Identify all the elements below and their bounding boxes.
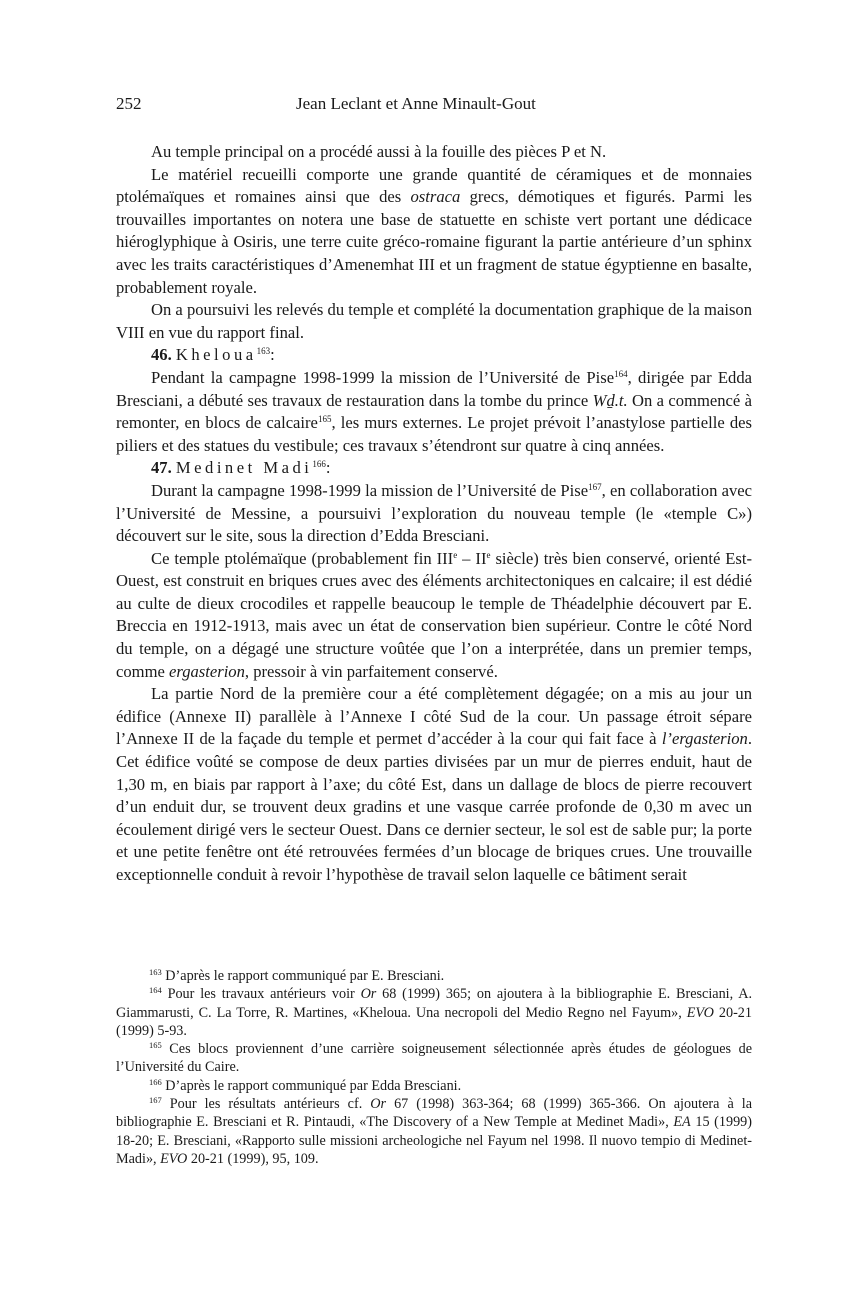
footnote-164: $^{164}$ Pour les travaux antérieurs voir Or 68 (1999) 365; on ajoutera à la bibliographie E. Bresciani, A. Giammarusti, C. La Torre, R. Martines, «Kheloua. Una necropoli del Medio Regno nel Fayum», EVO 20-21 (1999) 5-93. — [116, 985, 753, 1039]
section-47-paragraph-2: Ce temple ptolémaïque (probablement fin IIIe – IIe siècle) très bien conservé, orienté Est-Ouest, est construit en briques crues avec des éléments architectoniques en calcaire; il est dédié au culte de dieux crocodiles et rappelle beaucoup le temple de Théadelphie découvert par E. Breccia en 1912-1913, mais avec un état de conservation bien supérieur. Contre le côté Nord du temple, on a dégagé une structure voûtée que l’on a interprétée, dans un premier temps, comme ergasterion, pressoir à vin parfaitement conservé. — [116, 548, 753, 681]
section-46-paragraph: Pendant la campagne 1998-1999 la mission de l’Université de Pise$^{164}$, dirigée par Edda Bresciani, a débuté ses travaux de restauration dans la tombe du prince Wḏ.t. On a commencé à remonter, en blocs de calcaire$^{165}$, les murs externes. Le projet prévoit l’anastylose partielle des piliers et des statues du vestibule; ces travaux s’étendront sur quatre à cinq années. — [116, 367, 752, 455]
body-text — [116, 141, 752, 887]
section-47-paragraph-1: Durant la campagne 1998-1999 la mission de l’Université de Pise$^{167}$, en collaboration avec l’Université de Messine, a poursuivi l’exploration du nouveau temple (le «temple C») découvert sur le site, sous la direction d’Edda Bresciani. — [116, 480, 752, 546]
footnote-165: $^{165}$ Ces blocs proviennent d’une carrière soigneusement sélectionnée après études de géologues de l’Université du Caire. — [116, 1040, 752, 1076]
footnote-163: $^{163}$ D’après le rapport communiqué par E. Bresciani. — [149, 967, 445, 984]
intro-paragraph-1: Au temple principal on a procédé aussi à la fouille des pièces P et N. — [151, 142, 607, 161]
running-title: Jean Leclant et Anne Minault-Gout — [296, 94, 536, 113]
intro-paragraph-3: On a poursuivi les relevés du temple et complété la documentation graphique de la maison VIII en vue du rapport final. — [116, 300, 752, 342]
footnote-166: $^{166}$ D’après le rapport communiqué par Edda Bresciani. — [149, 1076, 462, 1094]
section-heading-47: 47. Medinet Madi$^{166}$: — [151, 458, 331, 478]
note-ref-166: 166 — [312, 459, 326, 470]
footnote-167: $^{167}$ Pour les résultats antérieurs cf. Or 67 (1998) 363-364; 68 (1999) 365-366. On ajoutera à la bibliographie E. Bresciani et R. Pintaudi, «The Discovery of a New Temple at Medinet Madi», EA 15 (1999) 18-20; E. Bresciani, «Rapporto sulle missioni archeologiche nel Fayum nel 1998. Il nuovo tempio di Medinet-Madi», EVO 20-21 (1999), 95, 109. — [116, 1095, 753, 1167]
page-number: 252 — [116, 94, 142, 113]
note-ref-164: 164 — [614, 368, 628, 379]
section-47-paragraph-3: La partie Nord de la première cour a été complètement dégagée; on a mis au jour un édifice (Annexe II) parallèle à l’Annexe I côté Sud de la cour. Un passage étroit sépare l’Annexe II de la façade du temple et permet d’accéder à la cour qui fait face à l’ergasterion. Cet édifice voûté se compose de deux parties divisées par un mur de pierres enduit, haut de 1,30 m, en biais par rapport à l’axe; du côté Est, dans un dallage de blocs de pierre recouvert d’un enduit dur, se trouvent deux gradins et une vasque carrée profonde de 0,30 m avec un écoulement dirigé vers le secteur Ouest. Dans ce dernier secteur, le sol est de sable pur; la porte et une petite fenêtre ont été retrouvées fermées d’un blocage de briques crues. Une trouvaille exceptionnelle conduit à revoir l’hypothèse de travail selon laquelle ce bâtiment serait — [116, 684, 752, 884]
footnotes — [116, 967, 752, 1168]
section-heading-46: 46. Kheloua$^{163}$: — [151, 345, 275, 365]
note-ref-165: 165 — [317, 414, 332, 425]
intro-paragraph-2: Le matériel recueilli comporte une grande quantité de céramiques et de monnaies ptolémaïques et romaines ainsi que des ostraca grecs, démotiques et figurés. Parmi les trouvailles importantes on notera une base de statuette en schiste vert portant une dédicace hiéroglyphique à Osiris, une terre cuite gréco-romaine figurant la partie antérieure d’un sphinx avec les traits caractéristiques d’Amenemhat III et un fragment de statue égyptienne en basalte, probablement royale. — [116, 164, 753, 297]
note-ref-167: 167 — [588, 481, 602, 492]
note-ref-163: 163 — [256, 346, 271, 357]
